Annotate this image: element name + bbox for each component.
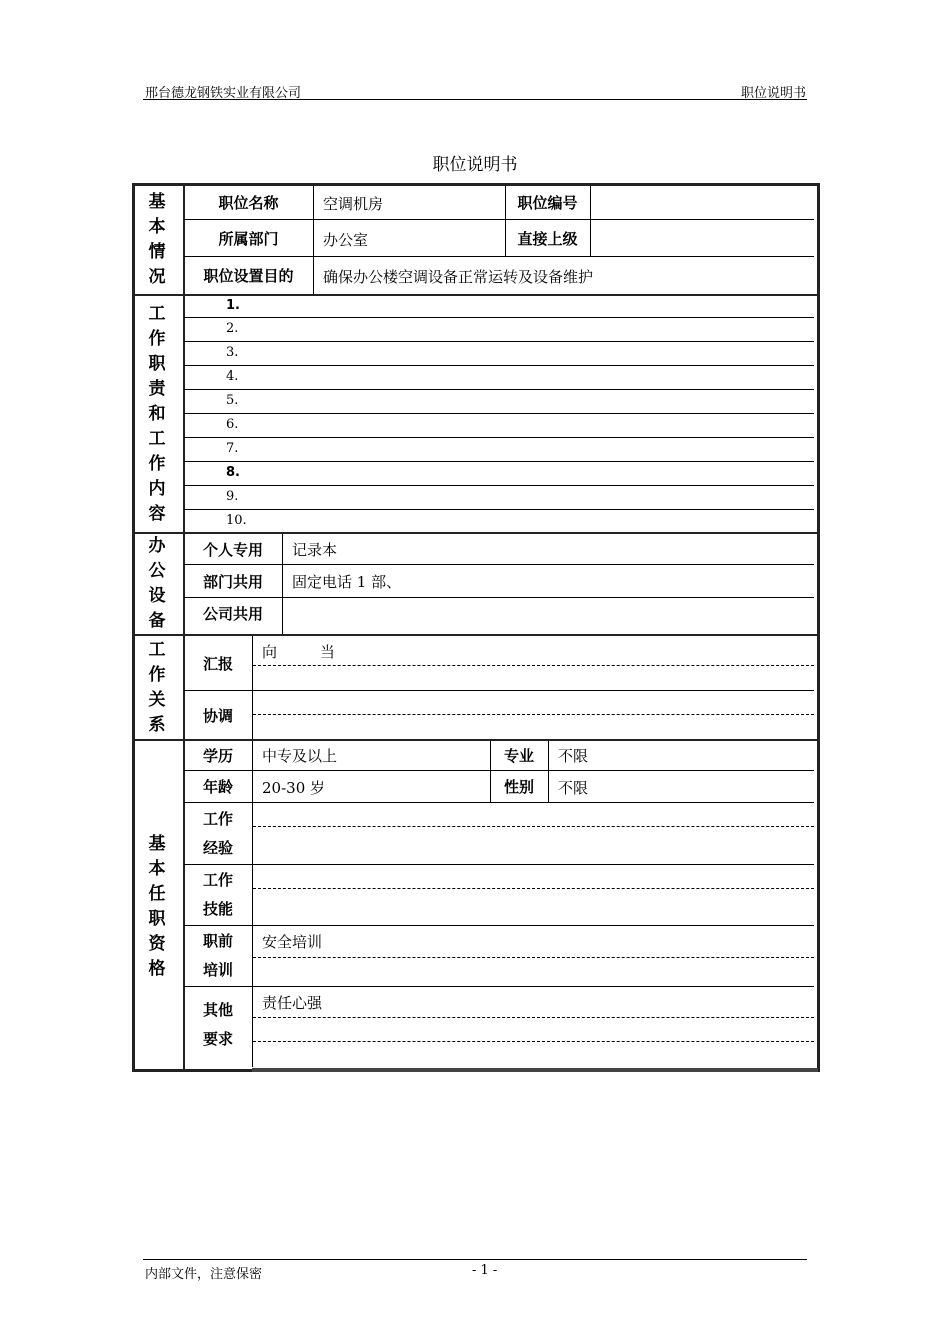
- duty-item: 9.: [226, 489, 239, 504]
- duty-item: 7.: [226, 441, 239, 456]
- dept-equipment-label: 部门共用: [202, 572, 263, 591]
- department-label: 所属部门: [218, 229, 279, 248]
- row-line: [184, 485, 814, 486]
- personal-equipment-value: 记录本: [292, 541, 338, 559]
- purpose-label: 职位设置目的: [203, 267, 294, 285]
- header-rule: [143, 99, 807, 100]
- skills-label-line2: 技能: [202, 900, 233, 918]
- row-line: [184, 413, 814, 414]
- company-equipment-label: 公司共用: [202, 604, 263, 623]
- row-line: [184, 690, 814, 691]
- header-company: 邢台德龙钢铁实业有限公司: [145, 86, 302, 101]
- dashed-line: [253, 714, 814, 715]
- document-title: 职位说明书: [432, 155, 518, 175]
- section-qualifications-text: 基本任职资格: [148, 834, 166, 979]
- row-line: [184, 365, 814, 366]
- col-line: [252, 741, 253, 1067]
- training-value: 安全培训: [262, 933, 323, 951]
- row-line: [184, 986, 814, 987]
- duty-item: 5.: [226, 393, 239, 408]
- dashed-line: [253, 665, 814, 666]
- footer-note: 内部文件，注意保密: [145, 1267, 263, 1282]
- duty-item: 3.: [226, 345, 239, 360]
- section-basic-label: [132, 186, 182, 294]
- skills-label-line1: 工作: [202, 871, 233, 889]
- age-value: 20-30 岁: [262, 779, 326, 797]
- purpose-value: 确保办公楼空调设备正常运转及设备维护: [323, 268, 594, 286]
- section-equipment-text: 办公设备: [148, 536, 166, 631]
- col-line: [282, 534, 283, 634]
- position-name-value: 空调机房: [323, 195, 384, 213]
- col-line: [548, 741, 549, 802]
- row-line: [184, 461, 814, 462]
- footer-rule: [143, 1259, 807, 1260]
- education-label: 学历: [202, 747, 233, 765]
- row-line: [184, 925, 814, 926]
- row-line: [184, 389, 814, 390]
- other-label-line2: 要求: [202, 1030, 233, 1048]
- row-line: [184, 509, 814, 510]
- page-number: - 1 -: [472, 1263, 498, 1278]
- row-line: [184, 437, 814, 438]
- row-line: [184, 864, 814, 865]
- position-no-label: 职位编号: [517, 194, 578, 212]
- report-value: 向 当: [262, 643, 335, 661]
- col-line: [313, 186, 314, 294]
- position-name-label: 职位名称: [218, 194, 279, 212]
- education-value: 中专及以上: [262, 747, 338, 765]
- duty-item: 8.: [226, 465, 240, 480]
- training-label-line2: 培训: [202, 961, 233, 979]
- coordinate-label: 协调: [202, 706, 233, 725]
- gender-value: 不限: [558, 779, 589, 797]
- section-divider: [132, 294, 817, 296]
- experience-label: [184, 803, 252, 864]
- section-equipment-label: [132, 534, 182, 634]
- dashed-line: [253, 826, 814, 827]
- row-line: [184, 802, 814, 803]
- training-label-line1: 职前: [202, 932, 233, 950]
- section-relations-label: [132, 636, 182, 739]
- section-duties-text: 工作职责和工作内容: [148, 303, 166, 524]
- section-relations-text: 工作关系: [148, 639, 166, 735]
- col-line: [590, 186, 591, 256]
- dashed-line: [253, 957, 814, 958]
- section-qualifications-label: [132, 741, 182, 979]
- row-line: [184, 341, 814, 342]
- duty-item: 1.: [226, 298, 240, 313]
- experience-label-line1: 工作: [202, 809, 233, 828]
- superior-label: 直接上级: [517, 229, 578, 248]
- major-label: 专业: [503, 747, 534, 765]
- major-value: 不限: [558, 747, 589, 765]
- report-label: 汇报: [202, 654, 233, 673]
- duty-item: 2.: [226, 321, 239, 336]
- personal-equipment-label: 个人专用: [202, 540, 263, 559]
- row-line: [184, 317, 814, 318]
- dashed-line: [253, 888, 814, 889]
- col-line: [252, 636, 253, 739]
- section-duties-label: [132, 296, 182, 532]
- header-doc-type: 职位说明书: [740, 86, 806, 101]
- dept-equipment-value: 固定电话 1 部、: [292, 573, 402, 591]
- skills-label: [184, 865, 252, 925]
- dashed-line: [253, 1041, 814, 1042]
- duty-item: 4.: [226, 369, 239, 384]
- age-label: 年龄: [202, 778, 233, 796]
- other-value: 责任心强: [262, 994, 323, 1012]
- gender-label: 性别: [503, 778, 534, 796]
- section-basic-text: 基本情况: [148, 192, 166, 287]
- duty-item: 10.: [226, 513, 247, 528]
- experience-label-line2: 经验: [202, 838, 233, 857]
- other-label: [184, 995, 252, 1055]
- training-label: [184, 926, 252, 986]
- dashed-line: [253, 1017, 814, 1018]
- department-value: 办公室: [323, 231, 369, 249]
- other-label-line1: 其他: [202, 1001, 233, 1019]
- table-shadow: [252, 1068, 818, 1072]
- duty-item: 6.: [226, 417, 239, 432]
